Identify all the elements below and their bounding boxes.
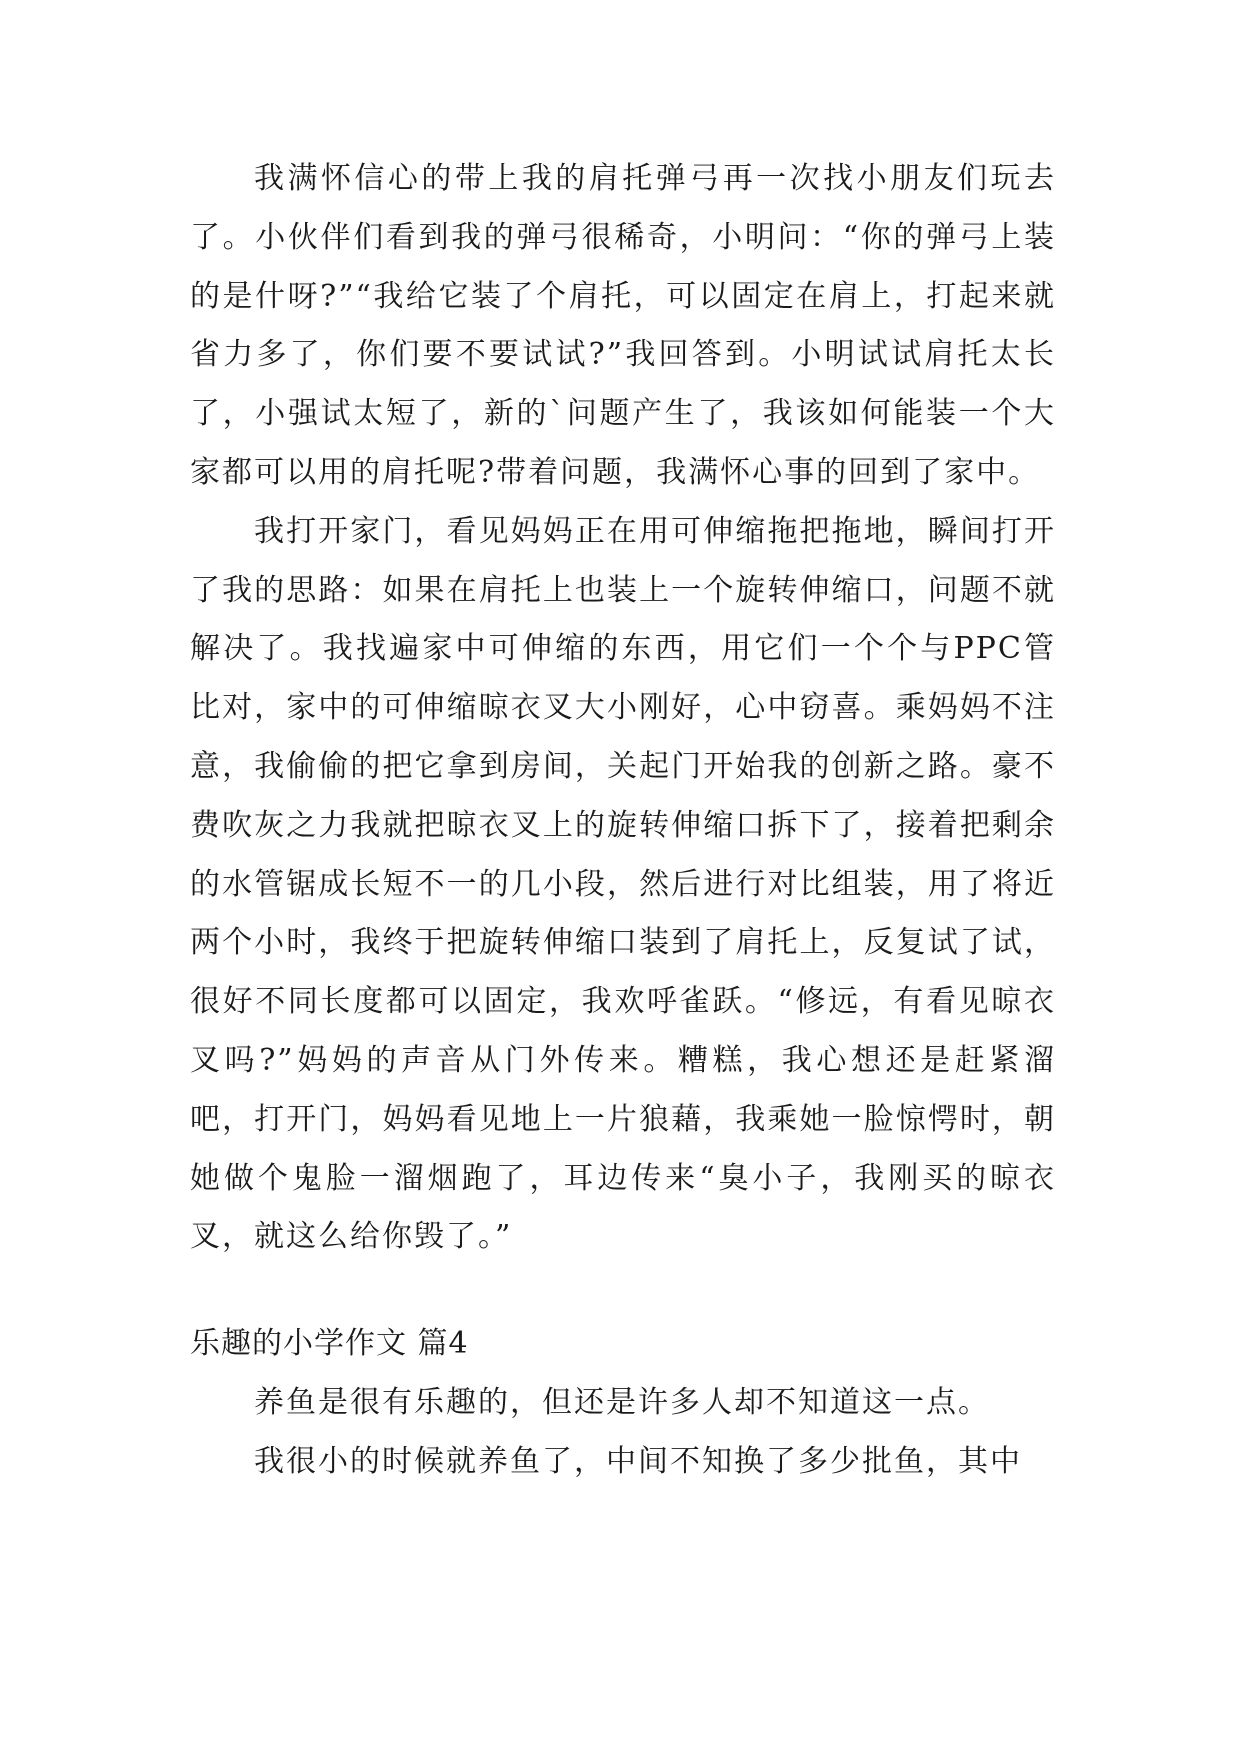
- section-heading-wrapper: [190, 1315, 1056, 1374]
- section-heading: 乐趣的小学作文 篇4: [190, 1326, 469, 1362]
- paragraph-slingshot-shoulder-rest: 我满怀信心的带上我的肩托弹弓再一次找小朋友们玩去了。小伙伴们看到我的弹弓很稀奇，小明问：“你的弹弓上装的是什呀?”“我给它装了个肩托，可以固定在肩上，打起来就省力多了，你们要不要试试?”我回答到。小明试试肩托太长了，小强试太短了，新的`问题产生了，我该如何能装一个大家都可以用的肩托呢?带着问题，我满怀心事的回到了家中。: [190, 161, 1056, 490]
- paragraph-fish-keeping-start: 我很小的时候就养鱼了，中间不知换了多少批鱼，其中: [254, 1443, 1022, 1479]
- document-page: [190, 150, 1056, 1492]
- paragraph-clothes-fork-invention: 我打开家门，看见妈妈正在用可伸缩拖把拖地，瞬间打开了我的思路：如果在肩托上也装上一个旋转伸缩口，问题不就解决了。我找遍家中可伸缩的东西，用它们一个个与PPC管比对，家中的可伸缩晾衣叉大小刚好，心中窃喜。乘妈妈不注意，我偷偷的把它拿到房间，关起门开始我的创新之路。豪不费吹灰之力我就把晾衣叉上的旋转伸缩口拆下了，接着把剩余的水管锯成长短不一的几小段，然后进行对比组装，用了将近两个小时，我终于把旋转伸缩口装到了肩托上，反复试了试，很好不同长度都可以固定，我欢呼雀跃。“修远，有看见晾衣叉吗?”妈妈的声音从门外传来。糟糕，我心想还是赶紧溜吧，打开门，妈妈看见地上一片狼藉，我乘她一脸惊愕时，朝她做个鬼脸一溜烟跑了，耳边传来“臭小子，我刚买的晾衣叉，就这么给你毁了。”: [190, 513, 1056, 1255]
- paragraph-fish-keeping-intro: 养鱼是很有乐趣的，但还是许多人却不知道这一点。: [254, 1384, 990, 1420]
